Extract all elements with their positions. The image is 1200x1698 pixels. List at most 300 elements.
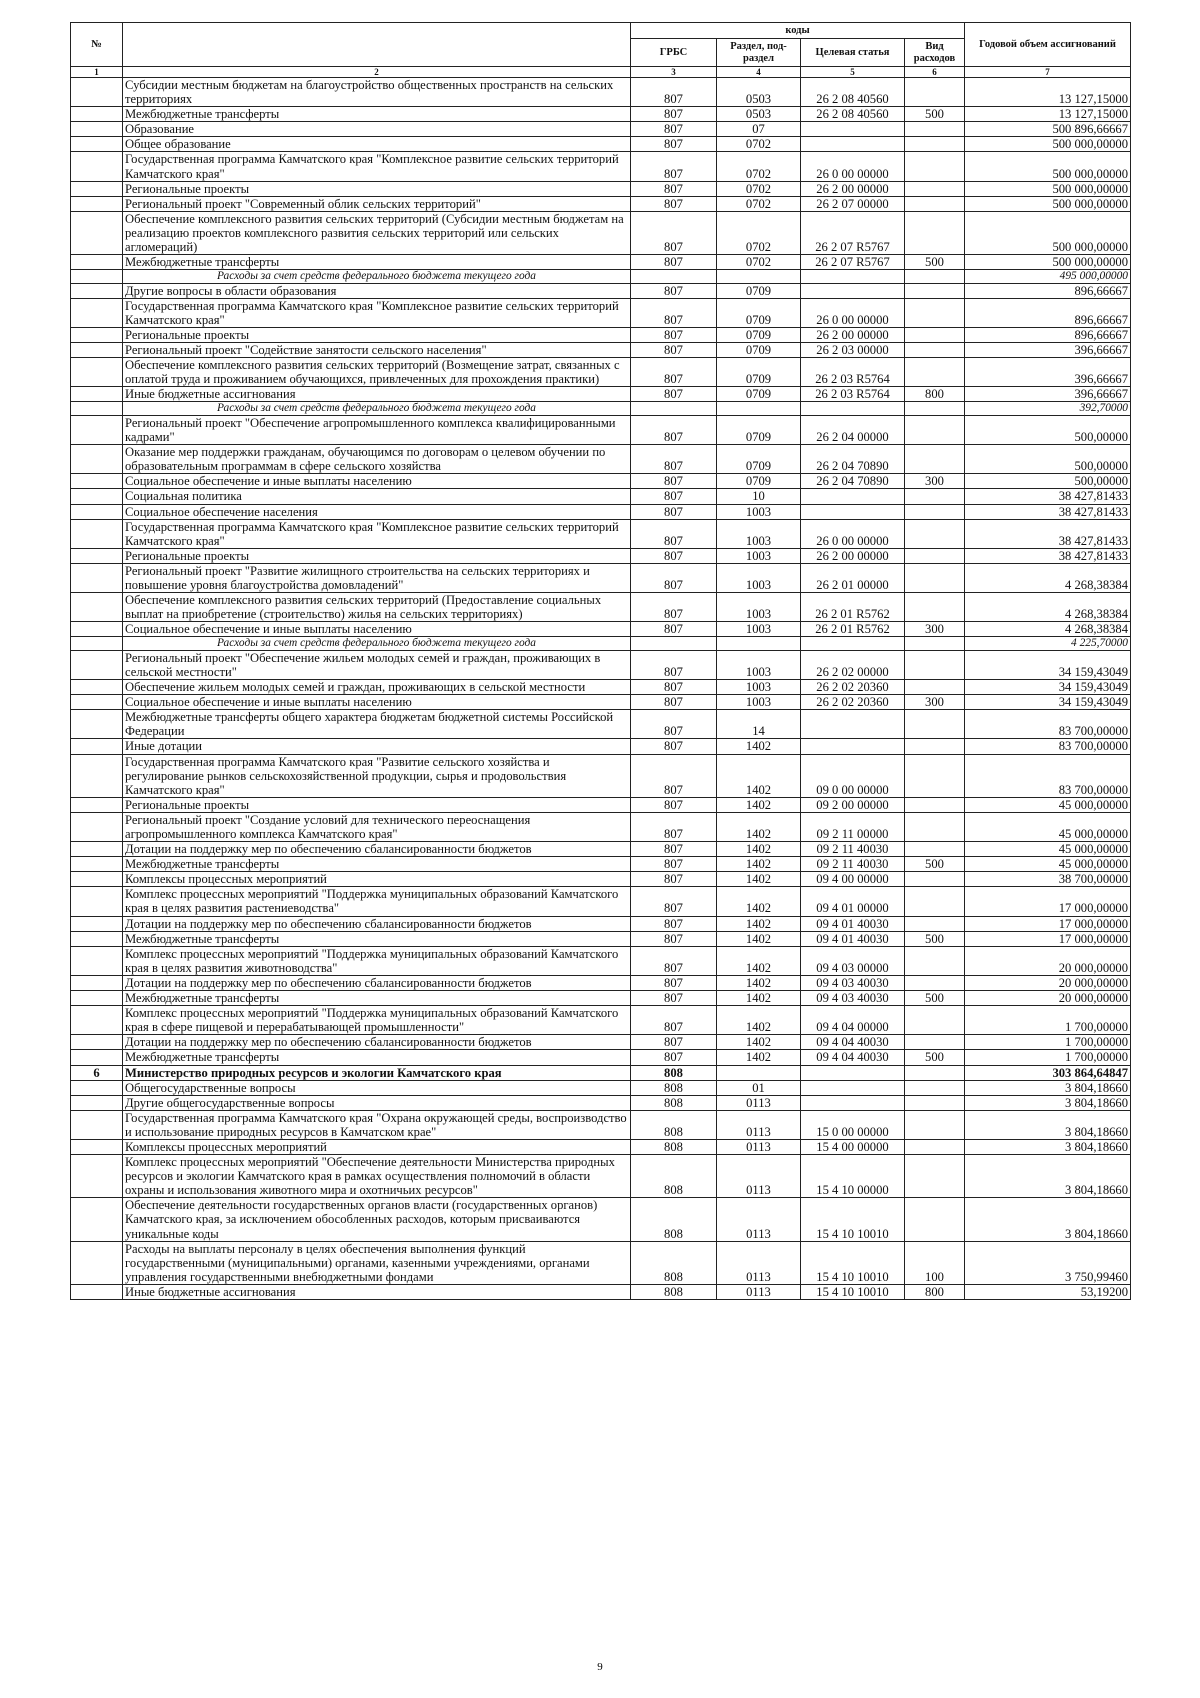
row-amount: 500,00000 — [965, 474, 1131, 489]
row-number — [71, 872, 123, 887]
row-number — [71, 931, 123, 946]
row-amount: 500 000,00000 — [965, 255, 1131, 270]
row-section: 0113 — [717, 1284, 801, 1299]
row-grbs: 807 — [631, 181, 717, 196]
table-row — [71, 415, 1131, 444]
row-section: 0113 — [717, 1241, 801, 1284]
row-name: Субсидии местным бюджетам на благоустройство общественных пространств на сельских территориях — [123, 78, 631, 107]
row-number — [71, 1241, 123, 1284]
row-amount: 500 000,00000 — [965, 137, 1131, 152]
table-row — [71, 739, 1131, 754]
row-grbs: 808 — [631, 1198, 717, 1241]
row-section — [717, 270, 801, 284]
row-grbs: 807 — [631, 842, 717, 857]
header-grbs: ГРБС — [631, 39, 717, 67]
row-number — [71, 739, 123, 754]
row-amount: 20 000,00000 — [965, 975, 1131, 990]
row-amount: 34 159,43049 — [965, 695, 1131, 710]
row-section: 1402 — [717, 754, 801, 797]
row-number — [71, 270, 123, 284]
row-amount: 20 000,00000 — [965, 946, 1131, 975]
row-number — [71, 474, 123, 489]
row-kind: 500 — [905, 107, 965, 122]
row-target: 09 4 03 00000 — [801, 946, 905, 975]
row-name: Социальное обеспечение и иные выплаты населению — [123, 622, 631, 637]
row-target: 09 4 04 40030 — [801, 1050, 905, 1065]
row-kind — [905, 548, 965, 563]
table-row — [71, 946, 1131, 975]
row-number — [71, 78, 123, 107]
table-row — [71, 680, 1131, 695]
row-name: Комплекс процессных мероприятий "Поддержка муниципальных образований Камчатского края в целях развития растениеводства" — [123, 887, 631, 916]
row-name: Расходы на выплаты персоналу в целях обеспечения выполнения функций государственными (муниципальными) органами, казенными учреждениями, органами управления государственными внебюджетными фондами — [123, 1241, 631, 1284]
row-amount: 34 159,43049 — [965, 650, 1131, 679]
row-name: Расходы за счет средств федерального бюджета текущего года — [123, 637, 631, 651]
row-name: Обеспечение комплексного развития сельских территорий (Субсидии местным бюджетам на реализацию проектов комплексного развития сельских территорий или сельских агломераций) — [123, 211, 631, 254]
row-kind: 500 — [905, 991, 965, 1006]
row-name: Иные дотации — [123, 739, 631, 754]
row-amount: 3 804,18660 — [965, 1080, 1131, 1095]
table-row — [71, 445, 1131, 474]
row-number — [71, 298, 123, 327]
row-name: Оказание мер поддержки гражданам, обучающимся по договорам о целевом обучении по образовательным программам в сфере сельского хозяйства — [123, 445, 631, 474]
row-section: 0702 — [717, 137, 801, 152]
row-grbs: 807 — [631, 474, 717, 489]
row-number — [71, 489, 123, 504]
table-row — [71, 519, 1131, 548]
row-amount: 303 864,64847 — [965, 1065, 1131, 1080]
table-row — [71, 695, 1131, 710]
page-number: 9 — [597, 1661, 603, 1673]
row-section: 14 — [717, 710, 801, 739]
row-section: 0709 — [717, 387, 801, 402]
row-section: 1003 — [717, 593, 801, 622]
row-number — [71, 1050, 123, 1065]
row-amount: 17 000,00000 — [965, 887, 1131, 916]
table-row — [71, 593, 1131, 622]
row-grbs: 807 — [631, 739, 717, 754]
row-kind — [905, 1006, 965, 1035]
table-row — [71, 1006, 1131, 1035]
row-amount: 896,66667 — [965, 283, 1131, 298]
row-target: 26 2 04 70890 — [801, 474, 905, 489]
row-kind — [905, 754, 965, 797]
row-section: 0503 — [717, 107, 801, 122]
row-kind — [905, 211, 965, 254]
row-target: 26 0 00 00000 — [801, 298, 905, 327]
row-amount: 500,00000 — [965, 445, 1131, 474]
row-grbs: 808 — [631, 1095, 717, 1110]
row-amount: 396,66667 — [965, 358, 1131, 387]
budget-table — [70, 22, 1131, 1300]
table-row — [71, 387, 1131, 402]
row-name: Региональные проекты — [123, 548, 631, 563]
row-amount: 1 700,00000 — [965, 1006, 1131, 1035]
table-row — [71, 563, 1131, 592]
row-kind — [905, 593, 965, 622]
row-kind — [905, 812, 965, 841]
row-grbs: 807 — [631, 593, 717, 622]
row-section: 07 — [717, 122, 801, 137]
table-body — [71, 78, 1131, 1300]
row-grbs: 807 — [631, 358, 717, 387]
row-kind — [905, 916, 965, 931]
row-grbs: 807 — [631, 152, 717, 181]
table-row — [71, 857, 1131, 872]
row-section — [717, 1065, 801, 1080]
row-name: Дотации на поддержку мер по обеспечению сбалансированности бюджетов — [123, 916, 631, 931]
row-kind — [905, 489, 965, 504]
row-name: Государственная программа Камчатского края "Развитие сельского хозяйства и регулирование рынков сельскохозяйственной продукции, сырья и продовольствия Камчатского края" — [123, 754, 631, 797]
row-grbs: 807 — [631, 489, 717, 504]
row-name: Региональный проект "Развитие жилищного строительства на сельских территориях и повышение уровня благоустройства домовладений" — [123, 563, 631, 592]
row-target — [801, 710, 905, 739]
row-grbs: 807 — [631, 504, 717, 519]
row-amount: 20 000,00000 — [965, 991, 1131, 1006]
row-section: 1402 — [717, 1006, 801, 1035]
row-amount: 38 427,81433 — [965, 489, 1131, 504]
table-row — [71, 975, 1131, 990]
row-target: 09 4 01 40030 — [801, 916, 905, 931]
row-target: 09 2 11 00000 — [801, 812, 905, 841]
row-amount: 34 159,43049 — [965, 680, 1131, 695]
table-row — [71, 812, 1131, 841]
header-codes: коды — [631, 23, 965, 39]
row-name: Региональные проекты — [123, 328, 631, 343]
row-section: 0702 — [717, 181, 801, 196]
row-name: Иные бюджетные ассигнования — [123, 387, 631, 402]
row-name: Дотации на поддержку мер по обеспечению сбалансированности бюджетов — [123, 842, 631, 857]
table-row — [71, 754, 1131, 797]
row-number — [71, 152, 123, 181]
row-target: 26 2 03 00000 — [801, 343, 905, 358]
row-amount: 17 000,00000 — [965, 916, 1131, 931]
row-name: Обеспечение жильем молодых семей и граждан, проживающих в сельской местности — [123, 680, 631, 695]
row-name: Обеспечение комплексного развития сельских территорий (Предоставление социальных выплат на приобретение (строительство) жилья на сельских территориях) — [123, 593, 631, 622]
row-name: Социальное обеспечение и иные выплаты населению — [123, 474, 631, 489]
row-grbs: 807 — [631, 887, 717, 916]
row-target: 09 2 00 00000 — [801, 797, 905, 812]
row-kind — [905, 887, 965, 916]
header-name — [123, 23, 631, 67]
row-grbs: 807 — [631, 519, 717, 548]
row-name: Иные бюджетные ассигнования — [123, 1284, 631, 1299]
row-section: 1402 — [717, 857, 801, 872]
table-row — [71, 152, 1131, 181]
row-grbs: 807 — [631, 445, 717, 474]
row-name: Социальное обеспечение и иные выплаты населению — [123, 695, 631, 710]
row-number — [71, 445, 123, 474]
row-target: 09 2 11 40030 — [801, 857, 905, 872]
row-target: 09 4 03 40030 — [801, 975, 905, 990]
row-kind — [905, 797, 965, 812]
row-name: Общее образование — [123, 137, 631, 152]
row-number — [71, 593, 123, 622]
row-name: Межбюджетные трансферты — [123, 255, 631, 270]
row-grbs: 808 — [631, 1065, 717, 1080]
row-grbs: 807 — [631, 695, 717, 710]
table-row — [71, 504, 1131, 519]
row-amount: 38 427,81433 — [965, 548, 1131, 563]
row-target — [801, 1065, 905, 1080]
row-number — [71, 1139, 123, 1154]
budget-page — [70, 22, 1130, 1300]
row-number — [71, 519, 123, 548]
row-amount: 3 804,18660 — [965, 1198, 1131, 1241]
row-kind — [905, 872, 965, 887]
row-grbs: 807 — [631, 754, 717, 797]
row-target: 26 2 02 00000 — [801, 650, 905, 679]
table-row — [71, 887, 1131, 916]
row-target: 26 2 04 70890 — [801, 445, 905, 474]
row-kind — [905, 196, 965, 211]
row-name: Межбюджетные трансферты общего характера бюджетам бюджетной системы Российской Федерации — [123, 710, 631, 739]
row-name: Другие общегосударственные вопросы — [123, 1095, 631, 1110]
row-kind — [905, 298, 965, 327]
row-kind: 100 — [905, 1241, 965, 1284]
row-section: 1402 — [717, 916, 801, 931]
row-grbs: 807 — [631, 298, 717, 327]
row-target: 26 0 00 00000 — [801, 519, 905, 548]
row-grbs: 808 — [631, 1155, 717, 1198]
row-target: 26 2 02 20360 — [801, 695, 905, 710]
row-number — [71, 358, 123, 387]
row-amount: 83 700,00000 — [965, 754, 1131, 797]
row-grbs: 807 — [631, 857, 717, 872]
row-target: 26 2 03 R5764 — [801, 358, 905, 387]
row-amount: 4 268,38384 — [965, 563, 1131, 592]
row-section: 1402 — [717, 991, 801, 1006]
row-number — [71, 710, 123, 739]
table-row — [71, 181, 1131, 196]
row-number — [71, 1110, 123, 1139]
federal-budget-row — [71, 637, 1131, 651]
row-grbs: 807 — [631, 650, 717, 679]
row-number — [71, 504, 123, 519]
row-kind — [905, 975, 965, 990]
row-kind: 800 — [905, 1284, 965, 1299]
header-kind: Вид расходов — [905, 39, 965, 67]
row-grbs: 808 — [631, 1110, 717, 1139]
table-row — [71, 710, 1131, 739]
row-amount: 3 804,18660 — [965, 1095, 1131, 1110]
row-name: Обеспечение деятельности государственных органов власти (государственных органов) Камчатского края, за исключением обособленных расходов, которым присваиваются уникальные коды — [123, 1198, 631, 1241]
row-section: 0709 — [717, 343, 801, 358]
row-grbs: 808 — [631, 1241, 717, 1284]
row-grbs — [631, 270, 717, 284]
column-index: 4 — [717, 67, 801, 78]
table-row — [71, 1284, 1131, 1299]
row-target: 15 0 00 00000 — [801, 1110, 905, 1139]
row-kind — [905, 181, 965, 196]
row-number — [71, 196, 123, 211]
row-target: 09 2 11 40030 — [801, 842, 905, 857]
row-target — [801, 1080, 905, 1095]
column-index-row — [71, 67, 1131, 78]
row-section: 0709 — [717, 298, 801, 327]
row-amount: 396,66667 — [965, 387, 1131, 402]
table-row — [71, 1198, 1131, 1241]
row-kind — [905, 680, 965, 695]
table-row — [71, 255, 1131, 270]
row-grbs: 807 — [631, 975, 717, 990]
row-target: 26 2 00 00000 — [801, 548, 905, 563]
row-target: 15 4 10 10010 — [801, 1198, 905, 1241]
row-target: 26 2 00 00000 — [801, 328, 905, 343]
row-amount: 1 700,00000 — [965, 1050, 1131, 1065]
row-number — [71, 211, 123, 254]
row-section: 0709 — [717, 283, 801, 298]
row-amount: 500 000,00000 — [965, 181, 1131, 196]
row-kind — [905, 122, 965, 137]
row-kind — [905, 415, 965, 444]
row-target: 09 4 01 00000 — [801, 887, 905, 916]
federal-budget-row — [71, 402, 1131, 416]
row-number — [71, 122, 123, 137]
row-grbs: 807 — [631, 548, 717, 563]
table-row — [71, 196, 1131, 211]
row-kind — [905, 504, 965, 519]
row-section: 1003 — [717, 650, 801, 679]
row-number — [71, 797, 123, 812]
row-section: 1402 — [717, 975, 801, 990]
column-index: 7 — [965, 67, 1131, 78]
row-number — [71, 695, 123, 710]
row-name: Межбюджетные трансферты — [123, 931, 631, 946]
table-row — [71, 283, 1131, 298]
row-kind: 500 — [905, 931, 965, 946]
row-section: 1402 — [717, 842, 801, 857]
row-number — [71, 1284, 123, 1299]
row-grbs: 807 — [631, 710, 717, 739]
table-header — [71, 23, 1131, 78]
row-amount: 3 804,18660 — [965, 1139, 1131, 1154]
header-section: Раздел, под-раздел — [717, 39, 801, 67]
row-section: 1003 — [717, 563, 801, 592]
row-number — [71, 916, 123, 931]
table-row — [71, 622, 1131, 637]
row-grbs: 807 — [631, 563, 717, 592]
row-amount: 3 804,18660 — [965, 1155, 1131, 1198]
row-amount: 500 000,00000 — [965, 196, 1131, 211]
table-row — [71, 107, 1131, 122]
row-grbs: 807 — [631, 680, 717, 695]
row-kind — [905, 402, 965, 416]
row-kind — [905, 1080, 965, 1095]
table-row — [71, 991, 1131, 1006]
row-section: 1402 — [717, 1050, 801, 1065]
row-kind — [905, 946, 965, 975]
row-number — [71, 812, 123, 841]
federal-budget-row — [71, 270, 1131, 284]
row-kind — [905, 1110, 965, 1139]
row-target: 26 2 01 R5762 — [801, 593, 905, 622]
row-kind: 500 — [905, 255, 965, 270]
row-name: Межбюджетные трансферты — [123, 107, 631, 122]
table-row — [71, 872, 1131, 887]
row-name: Региональный проект "Содействие занятости сельского населения" — [123, 343, 631, 358]
row-target: 26 2 03 R5764 — [801, 387, 905, 402]
table-row — [71, 1241, 1131, 1284]
row-name: Региональный проект "Создание условий для технического переоснащения агропромышленного комплекса Камчатского края" — [123, 812, 631, 841]
row-amount: 38 427,81433 — [965, 504, 1131, 519]
row-number — [71, 255, 123, 270]
row-section: 1402 — [717, 797, 801, 812]
row-section: 0709 — [717, 474, 801, 489]
row-target: 09 0 00 00000 — [801, 754, 905, 797]
row-number — [71, 563, 123, 592]
row-section: 0702 — [717, 255, 801, 270]
row-section: 1402 — [717, 887, 801, 916]
row-name: Комплекс процессных мероприятий "Поддержка муниципальных образований Камчатского края в целях развития животноводства" — [123, 946, 631, 975]
row-target: 15 4 10 10010 — [801, 1241, 905, 1284]
row-section: 10 — [717, 489, 801, 504]
row-target: 26 2 00 00000 — [801, 181, 905, 196]
row-amount: 396,66667 — [965, 343, 1131, 358]
row-kind — [905, 1198, 965, 1241]
row-amount: 45 000,00000 — [965, 812, 1131, 841]
row-kind: 300 — [905, 474, 965, 489]
row-section: 0709 — [717, 328, 801, 343]
row-kind — [905, 739, 965, 754]
header-target: Целевая статья — [801, 39, 905, 67]
row-number — [71, 137, 123, 152]
row-grbs: 807 — [631, 812, 717, 841]
row-kind — [905, 328, 965, 343]
row-amount: 392,70000 — [965, 402, 1131, 416]
row-kind — [905, 270, 965, 284]
row-target — [801, 739, 905, 754]
row-kind — [905, 283, 965, 298]
row-section — [717, 637, 801, 651]
row-target: 26 2 01 R5762 — [801, 622, 905, 637]
table-row — [71, 489, 1131, 504]
table-row — [71, 1139, 1131, 1154]
row-target — [801, 637, 905, 651]
table-row — [71, 650, 1131, 679]
row-section: 01 — [717, 1080, 801, 1095]
row-target: 26 2 04 00000 — [801, 415, 905, 444]
row-number — [71, 650, 123, 679]
row-number — [71, 842, 123, 857]
row-amount: 38 427,81433 — [965, 519, 1131, 548]
row-target: 15 4 10 00000 — [801, 1155, 905, 1198]
row-name: Межбюджетные трансферты — [123, 991, 631, 1006]
row-kind — [905, 1155, 965, 1198]
row-grbs: 807 — [631, 283, 717, 298]
row-target: 26 2 01 00000 — [801, 563, 905, 592]
row-kind — [905, 152, 965, 181]
table-row — [71, 474, 1131, 489]
row-kind — [905, 519, 965, 548]
row-amount: 500,00000 — [965, 415, 1131, 444]
row-grbs: 807 — [631, 622, 717, 637]
row-number — [71, 754, 123, 797]
row-amount: 500 000,00000 — [965, 211, 1131, 254]
row-kind — [905, 1035, 965, 1050]
row-kind: 300 — [905, 695, 965, 710]
header-amount: Годовой объем ассигнований — [965, 23, 1131, 67]
row-kind — [905, 1095, 965, 1110]
row-amount: 4 268,38384 — [965, 593, 1131, 622]
row-target: 15 4 10 10010 — [801, 1284, 905, 1299]
row-section: 1402 — [717, 739, 801, 754]
row-kind — [905, 1065, 965, 1080]
row-section: 0113 — [717, 1155, 801, 1198]
table-row — [71, 842, 1131, 857]
row-target: 09 4 00 00000 — [801, 872, 905, 887]
row-grbs: 807 — [631, 255, 717, 270]
